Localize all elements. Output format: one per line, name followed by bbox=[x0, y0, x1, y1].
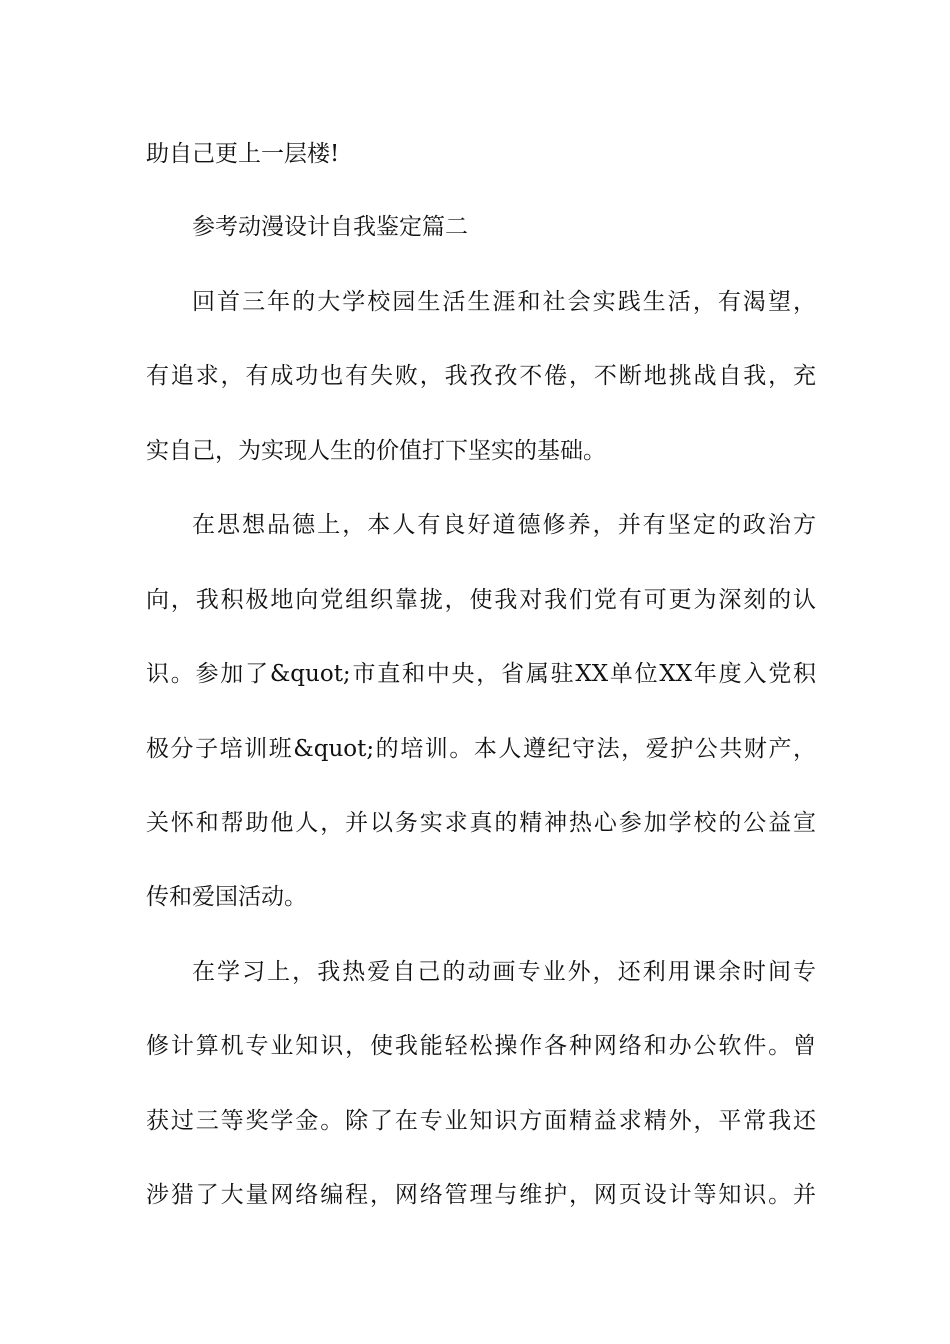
text-line: 有追求，有成功也有失败，我孜孜不倦，不断地挑战自我，充 bbox=[146, 363, 816, 389]
text-line: 向，我积极地向党组织靠拢，使我对我们党有可更为深刻的认 bbox=[146, 587, 816, 613]
text-line: 关怀和帮助他人，并以务实求真的精神热心参加学校的公益宣 bbox=[146, 810, 816, 836]
text-line: 涉猎了大量网络编程，网络管理与维护，网页设计等知识。并 bbox=[146, 1182, 816, 1208]
text-line: 识。参加了&quot;市直和中央，省属驻XX单位XX年度入党积 bbox=[146, 661, 816, 687]
text-line: 助自己更上一层楼! bbox=[146, 141, 340, 167]
text-line: 在学习上，我热爱自己的动画专业外，还利用课余时间专 bbox=[192, 959, 816, 985]
text-line: 回首三年的大学校园生活生涯和社会实践生活，有渴望， bbox=[192, 289, 816, 315]
text-line: 极分子培训班&quot;的培训。本人遵纪守法，爱护公共财产， bbox=[146, 736, 816, 762]
text-line: 实自己，为实现人生的价值打下坚实的基础。 bbox=[146, 438, 606, 464]
text-line: 在思想品德上，本人有良好道德修养，并有坚定的政治方 bbox=[192, 512, 816, 538]
text-line: 修计算机专业知识，使我能轻松操作各种网络和办公软件。曾 bbox=[146, 1033, 816, 1059]
section-heading: 参考动漫设计自我鉴定篇二 bbox=[192, 214, 468, 240]
text-line: 传和爱国活动。 bbox=[146, 884, 307, 910]
text-line: 获过三等奖学金。除了在专业知识方面精益求精外，平常我还 bbox=[146, 1108, 816, 1134]
